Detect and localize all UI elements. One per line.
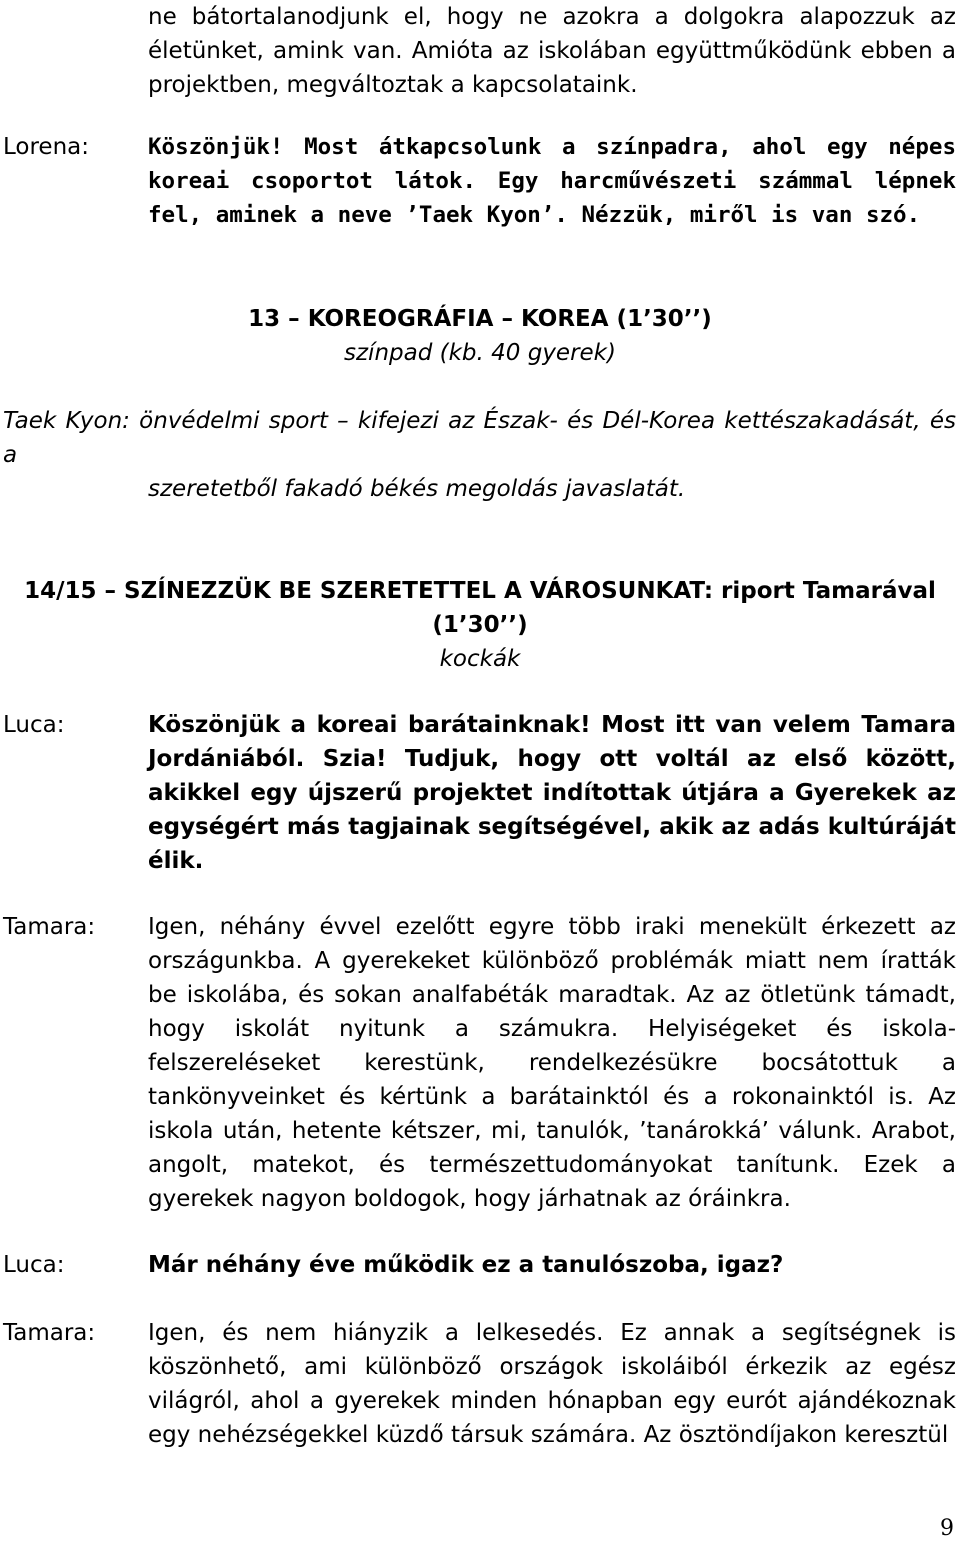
speech-text: Köszönjük a koreai barátainknak! Most itt van velem Tamara Jordániából. Szia! Tudjuk, hogy ott voltál az első között, akikkel egy újszerű projektet indítottak útjára a Gyerekek az egységért más tagjainak segítségével, akik az adás kultúráját élik. <box>148 712 956 874</box>
section-13-heading: 13 – KOREOGRÁFIA – KOREA (1’30’’) <box>248 306 712 332</box>
speaker-label: Tamara: <box>3 914 96 940</box>
speaker-label: Luca: <box>3 1252 65 1278</box>
speech-text: Igen, néhány évvel ezelőtt egyre több iraki menekült érkezett az országunkba. A gyerekeket különböző problémák miatt nem íratták be iskolába, és sokan analfabéták maradtak. Az az ötletünk támadt, hogy iskolát nyitunk a számukra. Helyiségeket és iskola-felszereléseket kerestünk, rendelkezésükre bocsátottuk a tankönyveinket és kértünk a barátainktól és a rokonainktól is. Az iskola után, hetente kétszer, mi, tanulók, ’tanárokká’ válunk. Arabot, angolt, matekot, és természettudományokat tanítunk. Ezek a gyerekek nagyon boldogok, hogy járhatnak az óráinkra. <box>148 914 956 1212</box>
speech-text: Igen, és nem hiányzik a lelkesedés. Ez annak a segítségnek is köszönhető, ami különböző országok iskoláiból érkezik az egész világról, ahol a gyerekek minden hónapban egy eurót ajándékoznak egy nehézségekkel küzdő társuk számára. Az ösztöndíjakon keresztül <box>148 1320 956 1448</box>
speech-text: Már néhány éve működik ez a tanulószoba, igaz? <box>148 1252 784 1278</box>
description-line-2: szeretetből fakadó békés megoldás javaslatát. <box>148 476 686 502</box>
section-14-subheading: kockák <box>439 646 521 672</box>
section-13-description <box>3 404 956 506</box>
speaker-label: Luca: <box>3 712 65 738</box>
description-line-1: Taek Kyon: önvédelmi sport – kifejezi az Észak- és Dél-Korea kettészakadását, és a <box>3 408 956 468</box>
speaker-label: Lorena: <box>3 134 90 160</box>
speech-text: Köszönjük! Most átkapcsolunk a színpadra, ahol egy népes koreai csoportot látok. Egy harcművészeti számmal lépnek fel, aminek a neve ’Taek Kyon’. Nézzük, miről is van szó. <box>148 134 956 228</box>
page-number: 9 <box>940 1516 954 1541</box>
section-14-heading-duration: (1’30’’) <box>432 612 528 638</box>
section-14-heading: 14/15 – SZÍNEZZÜK BE SZERETETTEL A VÁROSUNKAT: riport Tamarával <box>24 578 936 604</box>
paragraph-text: ne bátortalanodjunk el, hogy ne azokra a dolgokra alapozzuk az életünket, amink van. Amióta az iskolában együttműködünk ebben a projektben, megváltoztak a kapcsolataink. <box>148 4 956 98</box>
speaker-label: Tamara: <box>3 1320 96 1346</box>
section-13-subheading: színpad (kb. 40 gyerek) <box>344 340 616 366</box>
